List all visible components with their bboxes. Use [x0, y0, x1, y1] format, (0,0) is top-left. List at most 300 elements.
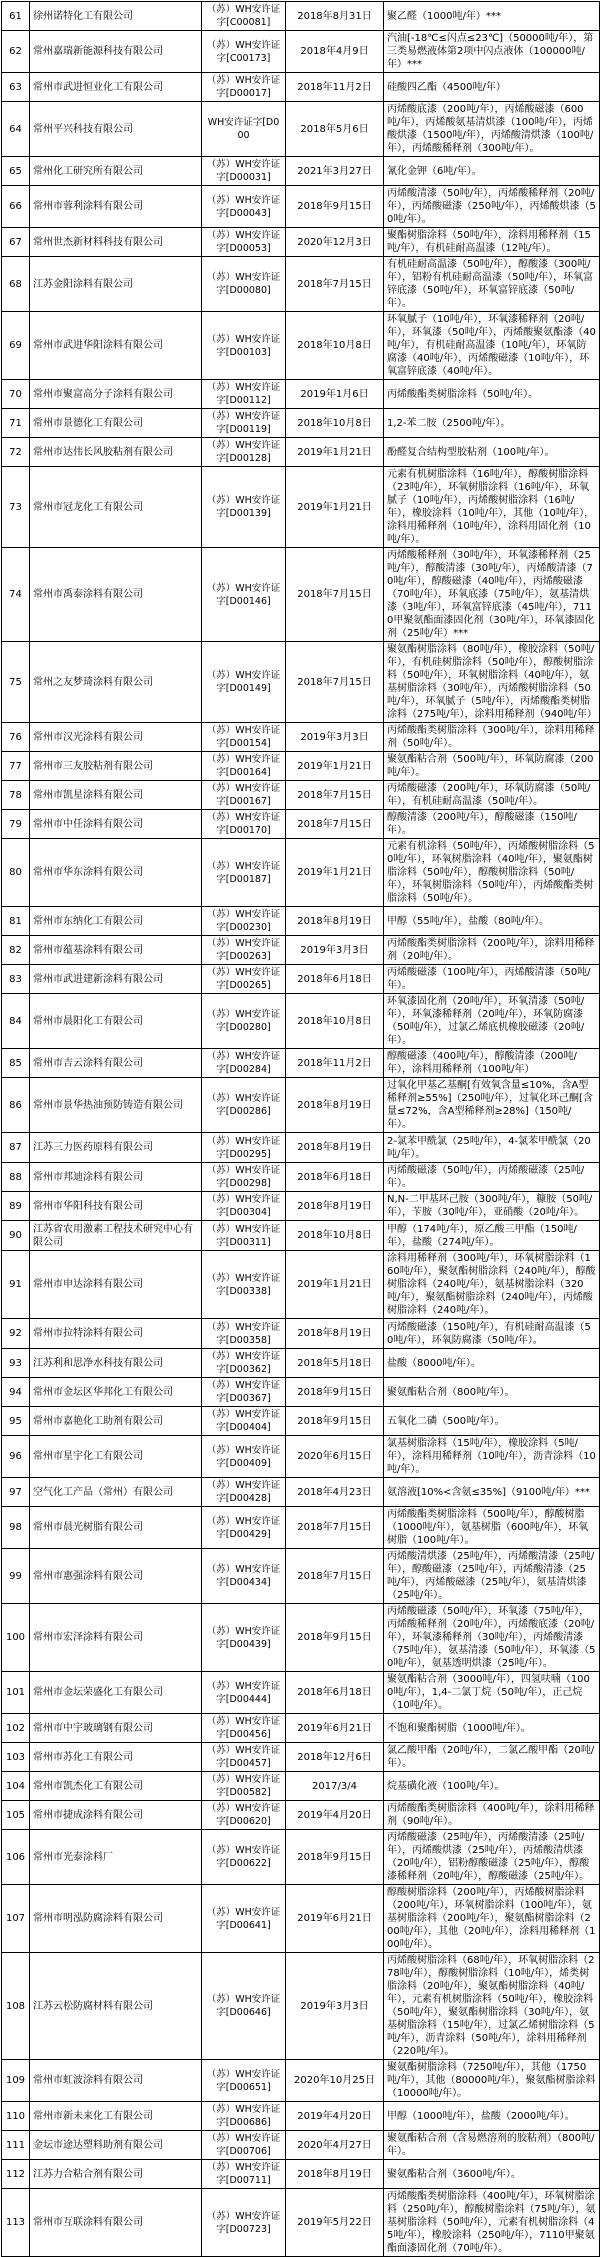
- permit-number: （苏）WH安许证字[D00103]: [202, 312, 286, 380]
- row-number: 98: [2, 1507, 30, 1549]
- row-number: 81: [2, 907, 30, 936]
- row-number: 75: [2, 642, 30, 723]
- issue-date: 2018年8月19日: [286, 1192, 384, 1221]
- issue-date: 2018年5月6日: [286, 102, 384, 157]
- permit-number: （苏）WH安许证字[D00265]: [202, 965, 286, 994]
- row-number: 69: [2, 312, 30, 380]
- row-number: 84: [2, 994, 30, 1049]
- row-number: 99: [2, 1549, 30, 1604]
- table-row: [2, 1604, 600, 1672]
- company-name: 常州市明泓防腐涂料有限公司: [30, 1885, 202, 1953]
- license-scope: 甲醇（55吨/年），盐酸（80吨/年）。: [384, 907, 600, 936]
- issue-date: 2018年4月23日: [286, 1478, 384, 1507]
- permit-number: （苏）WH安许证字[D00043]: [202, 186, 286, 228]
- table-row: [2, 1192, 600, 1221]
- table-row: [2, 1049, 600, 1078]
- table-row: [2, 548, 600, 642]
- row-number: 110: [2, 2102, 30, 2131]
- table-row: [2, 1953, 600, 2060]
- issue-date: 2019年1月21日: [286, 467, 384, 548]
- issue-date: 2019年1月6日: [286, 380, 384, 409]
- license-scope: 硅酸四乙酯（4500吨/年）: [384, 73, 600, 102]
- issue-date: 2018年6月18日: [286, 1163, 384, 1192]
- permit-number: （苏）WH安许证字[C00081]: [202, 2, 286, 31]
- permit-number: （苏）WH安许证字[D00167]: [202, 781, 286, 810]
- permit-number: （苏）WH安许证字[D00149]: [202, 642, 286, 723]
- row-number: 77: [2, 752, 30, 781]
- permit-number: （苏）WH安许证字[D00651]: [202, 2060, 286, 2102]
- table-row: [2, 1714, 600, 1743]
- company-name: 常州市捷成涂料有限公司: [30, 1801, 202, 1830]
- permit-number: （苏）WH安许证字[D00187]: [202, 839, 286, 907]
- license-scope: 氰化金钾（6吨/年）。: [384, 157, 600, 186]
- issue-date: 2018年8月19日: [286, 2160, 384, 2189]
- table-row: [2, 157, 600, 186]
- permit-number: （苏）WH安许证字[D00298]: [202, 1163, 286, 1192]
- company-name: 常州市禹泰涂料有限公司: [30, 548, 202, 642]
- issue-date: 2018年12月6日: [286, 1743, 384, 1772]
- license-scope: 醇酸磁漆（400吨/年），醇酸清漆（200吨/年），涂料用稀释剂（100吨/年）: [384, 1049, 600, 1078]
- license-scope: 丙烯酸磁漆（25吨/年），丙烯酸清漆（25吨/年），丙烯酸烘漆（25吨/年），丙烯酸清烘漆（20吨/年），铝粉醇酸磁漆（25吨/年），醇酸漆稀释剂（20吨/年），醇酸磁漆（25吨/年）。: [384, 1830, 600, 1885]
- issue-date: 2018年9月15日: [286, 1830, 384, 1885]
- issue-date: 2019年3月3日: [286, 1953, 384, 2060]
- permit-number: （苏）WH安许证字[D00646]: [202, 1953, 286, 2060]
- license-scope: 氨溶液[10%<含氨≤35%]（9100吨/年）***: [384, 1478, 600, 1507]
- table-row: [2, 1221, 600, 1251]
- company-name: 常州市东纳化工有限公司: [30, 907, 202, 936]
- row-number: 105: [2, 1801, 30, 1830]
- table-row: [2, 31, 600, 73]
- license-scope: 聚氨酯粘合剂（含易燃溶剂的胶粘剂）（800吨/年）。: [384, 2131, 600, 2160]
- company-name: 江苏利和思净水科技有限公司: [30, 1349, 202, 1378]
- table-row: [2, 1830, 600, 1885]
- row-number: 108: [2, 1953, 30, 2060]
- company-name: 常州市凯杰化工有限公司: [30, 1772, 202, 1801]
- company-name: 常州市互联涂料有限公司: [30, 2189, 202, 2257]
- permit-number: （苏）WH安许证字[D00311]: [202, 1221, 286, 1251]
- license-scope: 醇酸树脂涂料（200吨/年），丙烯酸树脂涂料（200吨/年），环氧树脂涂料（100吨/年），氨基树脂涂料（200吨/年），聚氨酯树脂涂料（200吨/年），其他（20吨/年），涂料用稀释剂（100吨/年）。: [384, 1885, 600, 1953]
- license-scope: 2-氯苯甲酰氯（25吨/年），4-氯苯甲酰氯（20吨/年）。: [384, 1133, 600, 1163]
- table-row: [2, 1478, 600, 1507]
- issue-date: 2018年8月19日: [286, 907, 384, 936]
- row-number: 90: [2, 1221, 30, 1251]
- license-scope: 汽油[-18℃≤闪点≤23℃]（50000吨/年），第三类易燃液体第2项中闪点液体（100000吨/年）***: [384, 31, 600, 73]
- company-name: 江苏三力医药原料有限公司: [30, 1133, 202, 1163]
- company-name: 江苏省农用激素工程技术研究中心有限公司: [30, 1221, 202, 1251]
- permit-table: [1, 1, 600, 2257]
- table-row: [2, 2131, 600, 2160]
- row-number: 111: [2, 2131, 30, 2160]
- permit-number: （苏）WH安许证字[D00338]: [202, 1251, 286, 1319]
- company-name: 常州市景德化工有限公司: [30, 409, 202, 438]
- row-number: 78: [2, 781, 30, 810]
- permit-number: WH安许证字[D000: [202, 102, 286, 157]
- license-scope: 盐酸（8000吨/年）。: [384, 1349, 600, 1378]
- company-name: 常州市聚富高分子涂料有限公司: [30, 380, 202, 409]
- row-number: 106: [2, 1830, 30, 1885]
- license-scope: 甲醇（174吨/年），原乙酸三甲酯（150吨/年），盐酸（274吨/年）。: [384, 1221, 600, 1251]
- permit-number: （苏）WH安许证字[D00434]: [202, 1549, 286, 1604]
- permit-number: （苏）WH安许证字[D00711]: [202, 2160, 286, 2189]
- row-number: 91: [2, 1251, 30, 1319]
- permit-number: （苏）WH安许证字[D00620]: [202, 1801, 286, 1830]
- company-name: 常州市嘉艳化工助剂有限公司: [30, 1407, 202, 1436]
- issue-date: 2019年6月21日: [286, 1885, 384, 1953]
- table-row: [2, 1378, 600, 1407]
- permit-number: （苏）WH安许证字[D00080]: [202, 257, 286, 312]
- license-scope: 丙烯酸磁漆（150吨/年），有机硅耐高温漆（50吨/年），环氧防腐漆（50吨/年）。: [384, 1319, 600, 1349]
- issue-date: 2018年7月15日: [286, 810, 384, 839]
- issue-date: 2018年10月8日: [286, 312, 384, 380]
- permit-number: （苏）WH安许证字[D00358]: [202, 1319, 286, 1349]
- company-name: 常州嘉瑞新能源科技有限公司: [30, 31, 202, 73]
- company-name: 常州市武进华阳涂料有限公司: [30, 312, 202, 380]
- table-row: [2, 73, 600, 102]
- row-number: 113: [2, 2189, 30, 2257]
- issue-date: 2019年3月3日: [286, 936, 384, 965]
- company-name: 常州市凯星涂料有限公司: [30, 781, 202, 810]
- permit-number: （苏）WH安许证字[D00286]: [202, 1078, 286, 1133]
- table-row: [2, 228, 600, 257]
- license-scope: 丙烯酸酯类树脂涂料（400吨/年），涂料用稀释剂（90吨/年）。: [384, 1801, 600, 1830]
- company-name: 常州市华阳科技有限公司: [30, 1192, 202, 1221]
- table-row: [2, 1349, 600, 1378]
- license-scope: 丙烯酸酯类树脂涂料（400吨/年），环氧树脂涂料（250吨/年），醇酸树脂涂料（75吨/年），氨基树脂涂料（50吨/年），元素有机树脂涂料（45吨/年），橡胶涂料（250吨/年），7110甲聚氨酯面漆固化剂（70吨/年）。: [384, 2189, 600, 2257]
- row-number: 66: [2, 186, 30, 228]
- permit-number: （苏）WH安许证字[D00723]: [202, 2189, 286, 2257]
- issue-date: 2020年10月25日: [286, 2060, 384, 2102]
- table-row: [2, 1672, 600, 1714]
- issue-date: 2018年9月15日: [286, 1604, 384, 1672]
- company-name: 常州市景华热油预防铸造有限公司: [30, 1078, 202, 1133]
- permit-number: （苏）WH安许证字[D00119]: [202, 409, 286, 438]
- company-name: 常州市蓉利涂料有限公司: [30, 186, 202, 228]
- row-number: 68: [2, 257, 30, 312]
- company-name: 常州市惠强涂料有限公司: [30, 1549, 202, 1604]
- issue-date: 2018年10月8日: [286, 994, 384, 1049]
- issue-date: 2018年8月31日: [286, 2, 384, 31]
- company-name: 常州市达伟长风胶粘剂有限公司: [30, 438, 202, 467]
- license-scope: 过氧化甲基乙基酮[有效氧含量≤10%，含A型稀释剂≥55%]（250吨/年），过氧化环己酮[含量≤72%，含A型稀释剂≥28%]（150吨/年）。: [384, 1078, 600, 1133]
- issue-date: 2018年8月19日: [286, 1319, 384, 1349]
- permit-number: （苏）WH安许证字[D00456]: [202, 1714, 286, 1743]
- table-row: [2, 1507, 600, 1549]
- row-number: 104: [2, 1772, 30, 1801]
- license-scope: 烷基磺化液（100吨/年）。: [384, 1772, 600, 1801]
- row-number: 61: [2, 2, 30, 31]
- issue-date: 2018年9月15日: [286, 1407, 384, 1436]
- row-number: 71: [2, 409, 30, 438]
- permit-number: （苏）WH安许证字[D00404]: [202, 1407, 286, 1436]
- table-row: [2, 102, 600, 157]
- license-scope: 1,2-苯二胺（2500吨/年）。: [384, 409, 600, 438]
- license-scope: 醇酸清漆（200吨/年），醇酸磁漆（150吨/年）。: [384, 810, 600, 839]
- table-row: [2, 965, 600, 994]
- issue-date: 2021年3月27日: [286, 157, 384, 186]
- company-name: 常州化工研究所有限公司: [30, 157, 202, 186]
- row-number: 112: [2, 2160, 30, 2189]
- issue-date: 2018年9月15日: [286, 186, 384, 228]
- issue-date: 2018年8月19日: [286, 1078, 384, 1133]
- table-row: [2, 907, 600, 936]
- issue-date: 2019年5月22日: [286, 2189, 384, 2257]
- permit-number: （苏）WH安许证字[D00280]: [202, 994, 286, 1049]
- issue-date: 2018年7月15日: [286, 1549, 384, 1604]
- row-number: 62: [2, 31, 30, 73]
- row-number: 64: [2, 102, 30, 157]
- license-scope: 丙烯酸磁漆（50吨/年），环氧漆（75吨/年），丙烯酸稀释剂（20吨/年），丙烯酸底漆（20吨/年），环氧漆稀释剂（30吨/年），丙烯酸清漆（75吨/年），氨基清漆（50吨/年），环氧漆（50吨/年），氨基透明烘漆（25吨/年）。: [384, 1604, 600, 1672]
- row-number: 89: [2, 1192, 30, 1221]
- company-name: 常州市中任涂料有限公司: [30, 810, 202, 839]
- table-row: [2, 839, 600, 907]
- table-row: [2, 186, 600, 228]
- row-number: 92: [2, 1319, 30, 1349]
- company-name: 常州市蕴基涂料有限公司: [30, 936, 202, 965]
- company-name: 常州市武进建新涂料有限公司: [30, 965, 202, 994]
- issue-date: 2018年11月2日: [286, 1049, 384, 1078]
- table-row: [2, 642, 600, 723]
- license-scope: 聚酯树脂涂料（50吨/年），涂料用稀释剂（15吨/年），有机硅耐高温漆（12吨/年）。: [384, 228, 600, 257]
- permit-number: （苏）WH安许证字[D00706]: [202, 2131, 286, 2160]
- company-name: 常州市新未来化工有限公司: [30, 2102, 202, 2131]
- license-scope: 丙烯酸磁漆（100吨/年），丙烯酸清漆（50吨/年）。: [384, 965, 600, 994]
- issue-date: 2018年7月15日: [286, 642, 384, 723]
- row-number: 86: [2, 1078, 30, 1133]
- table-row: [2, 1801, 600, 1830]
- permit-number: （苏）WH安许证字[D00170]: [202, 810, 286, 839]
- issue-date: 2018年7月15日: [286, 257, 384, 312]
- license-scope: 聚氨酯树脂涂料（80吨/年），橡胶涂料（50吨/年），有机硅树脂涂料（50吨/年），醇酸树脂涂料（50吨/年），环氧树脂涂料（40吨/年），氨基树脂涂料（30吨/年），丙烯酸树脂涂料（50吨/年），环氧腻子（5吨/年），丙烯酸酯类树脂涂料（275吨/年），涂料用稀释剂（940吨/年）: [384, 642, 600, 723]
- permit-number: （苏）WH安许证字[D00230]: [202, 907, 286, 936]
- row-number: 107: [2, 1885, 30, 1953]
- license-scope: 丙烯酸磁漆（50吨/年），丙烯酸磁漆（25吨/年）。: [384, 1163, 600, 1192]
- issue-date: 2018年9月15日: [286, 1378, 384, 1407]
- row-number: 93: [2, 1349, 30, 1378]
- license-scope: 涂料用稀释剂（300吨/年），环氧树脂涂料（160吨/年），聚氨酯树脂涂料（240吨/年），醇酸树脂涂料（240吨/年），氨基树脂涂料（320吨/年），聚氨酯树脂涂料（240吨/年），丙烯酸树脂涂料（240吨/年）。: [384, 1251, 600, 1319]
- issue-date: 2019年1月21日: [286, 752, 384, 781]
- license-scope: 丙烯酸酯类树脂涂料（300吨/年），涂料用稀释剂（50吨/年）。: [384, 723, 600, 752]
- table-row: [2, 1319, 600, 1349]
- company-name: 常州市晨阳化工有限公司: [30, 994, 202, 1049]
- row-number: 63: [2, 73, 30, 102]
- company-name: 常州市晨光树脂有限公司: [30, 1507, 202, 1549]
- row-number: 80: [2, 839, 30, 907]
- company-name: 常州平兴科技有限公司: [30, 102, 202, 157]
- issue-date: 2018年8月19日: [286, 1133, 384, 1163]
- issue-date: 2017/3/4: [286, 1772, 384, 1801]
- issue-date: 2019年6月21日: [286, 1714, 384, 1743]
- row-number: 96: [2, 1436, 30, 1478]
- license-scope: 丙烯酸清漆（50吨/年），丙烯酸稀释剂（20吨/年），丙烯酸磁漆（250吨/年），丙烯酸烘漆（50吨/年）。: [384, 186, 600, 228]
- issue-date: 2020年6月15日: [286, 1436, 384, 1478]
- permit-number: （苏）WH安许证字[D00622]: [202, 1830, 286, 1885]
- row-number: 101: [2, 1672, 30, 1714]
- license-scope: 丙烯酸树脂涂料（68吨/年），环氧树脂涂料（278吨/年），醇酸树脂涂料（10吨/年），烯类树脂涂料（20吨/年），聚氨酯树脂涂料（40吨/年），元素有机树脂涂料（50吨/年），橡胶涂料（50吨/年），聚氨酯树脂涂料（30吨/年），氨基树脂涂料（15吨/年），过氯乙烯树脂涂料（5吨/年），沥青涂料（50吨/年），涂料用稀释剂（220吨/年）。: [384, 1953, 600, 2060]
- table-row: [2, 2189, 600, 2257]
- permit-number: （苏）WH安许证字[D00112]: [202, 380, 286, 409]
- table-row: [2, 1251, 600, 1319]
- company-name: 金坛市途达塑料助剂有限公司: [30, 2131, 202, 2160]
- table-row: [2, 2160, 600, 2189]
- row-number: 74: [2, 548, 30, 642]
- company-name: 常州市冠龙化工有限公司: [30, 467, 202, 548]
- license-scope: 聚氨酯粘合剂（3600吨/年）。: [384, 2160, 600, 2189]
- table-row: [2, 467, 600, 548]
- issue-date: 2019年4月20日: [286, 2102, 384, 2131]
- issue-date: 2018年10月8日: [286, 1221, 384, 1251]
- table-row: [2, 1078, 600, 1133]
- row-number: 79: [2, 810, 30, 839]
- issue-date: 2019年4月20日: [286, 1801, 384, 1830]
- license-scope: 不饱和聚酯树脂（1000吨/年）。: [384, 1714, 600, 1743]
- license-scope: 甲醇（1000吨/年），盐酸（2000吨/年）。: [384, 2102, 600, 2131]
- company-name: 常州之友梦琦涂料有限公司: [30, 642, 202, 723]
- permit-number: （苏）WH安许证字[D00641]: [202, 1885, 286, 1953]
- company-name: 常州市中宇玻璃钢有限公司: [30, 1714, 202, 1743]
- issue-date: 2018年5月18日: [286, 1349, 384, 1378]
- license-scope: 元素有机树脂涂料（16吨/年），醇酸树脂涂料（23吨/年），环氧树脂涂料（16吨/年），环氧腻子（10吨/年），丙烯酸树脂涂料（16吨/年），橡胶涂料（10吨/年），其他（10吨/年），涂料用稀释剂（10吨/年），涂料用固化剂（10吨/年）。: [384, 467, 600, 548]
- row-number: 73: [2, 467, 30, 548]
- permit-number: （苏）WH安许证字[D00444]: [202, 1672, 286, 1714]
- row-number: 82: [2, 936, 30, 965]
- company-name: 徐州诺特化工有限公司: [30, 2, 202, 31]
- permit-number: （苏）WH安许证字[D00284]: [202, 1049, 286, 1078]
- issue-date: 2019年1月21日: [286, 839, 384, 907]
- row-number: 88: [2, 1163, 30, 1192]
- issue-date: 2018年10月8日: [286, 409, 384, 438]
- company-name: 常州市武进恒业化工有限公司: [30, 73, 202, 102]
- permit-number: （苏）WH安许证字[D00409]: [202, 1436, 286, 1478]
- table-body: [2, 2, 600, 2257]
- permit-number: （苏）WH安许证字[C00173]: [202, 31, 286, 73]
- license-scope: 丙烯酸稀释剂（30吨/年），环氧漆稀释剂（25吨/年），醇酸清漆（30吨/年），丙烯酸清漆（70吨/年），醇酸磁漆（40吨/年），丙烯酸磁漆（70吨/年），环氧底漆（75吨/年），氨基清烘漆（3吨/年），环氧富锌底漆（45吨/年），7110甲聚氨酯面漆固化剂（30吨/年），环氧漆固化剂（25吨/年）***: [384, 548, 600, 642]
- permit-number: （苏）WH安许证字[D00428]: [202, 1478, 286, 1507]
- license-scope: 聚氨酯粘合剂（3000吨/年），四氢呋喃（1000吨/年），1,4-二氯丁烷（50吨/年），正己烷（10吨/年）。: [384, 1672, 600, 1714]
- company-name: 常州市吉云涂料有限公司: [30, 1049, 202, 1078]
- row-number: 70: [2, 380, 30, 409]
- row-number: 65: [2, 157, 30, 186]
- permit-number: （苏）WH安许证字[D00139]: [202, 467, 286, 548]
- license-scope: 五氧化二磷（500吨/年）。: [384, 1407, 600, 1436]
- license-scope: 氯乙酸甲酯（20吨/年），二氯乙酸甲酯（20吨/年）。: [384, 1743, 600, 1772]
- company-name: 常州市苏化工有限公司: [30, 1743, 202, 1772]
- table-row: [2, 1133, 600, 1163]
- issue-date: 2018年7月15日: [286, 781, 384, 810]
- table-row: [2, 936, 600, 965]
- license-scope: 聚氨酯粘合剂（500吨/年），环氧防腐漆（200吨/年）。: [384, 752, 600, 781]
- issue-date: 2019年3月3日: [286, 723, 384, 752]
- company-name: 常州市三友胶粘剂有限公司: [30, 752, 202, 781]
- license-scope: 丙烯酸磁漆（200吨/年），环氧防腐漆（50吨/年），有机硅耐高温漆（50吨/年）。: [384, 781, 600, 810]
- license-scope: 环氧漆固化剂（20吨/年），环氧清漆（50吨/年），环氧漆稀释剂（20吨/年），环氧防腐漆（50吨/年），过氯乙烯底机橡胶磁漆（20吨/年）。: [384, 994, 600, 1049]
- row-number: 72: [2, 438, 30, 467]
- permit-number: （苏）WH安许证字[D00362]: [202, 1349, 286, 1378]
- license-scope: 聚氨酯树脂涂料（7250吨/年），其他（1750吨/年），其他（80000吨/年），聚氨酯树脂涂料（10000吨/年）。: [384, 2060, 600, 2102]
- license-scope: 氯基树脂涂料（15吨/年），橡胶涂料（5吨/年），涂料用稀释剂（10吨/年），沥青涂料（10吨/年）。: [384, 1436, 600, 1478]
- row-number: 100: [2, 1604, 30, 1672]
- row-number: 95: [2, 1407, 30, 1436]
- company-name: 常州市宏泽涂料有限公司: [30, 1604, 202, 1672]
- row-number: 94: [2, 1378, 30, 1407]
- permit-number: （苏）WH安许证字[D00053]: [202, 228, 286, 257]
- issue-date: 2019年1月21日: [286, 438, 384, 467]
- table-row: [2, 752, 600, 781]
- permit-number: （苏）WH安许证字[D00457]: [202, 1743, 286, 1772]
- permit-number: （苏）WH安许证字[D00017]: [202, 73, 286, 102]
- row-number: 103: [2, 1743, 30, 1772]
- permit-number: （苏）WH安许证字[D00367]: [202, 1378, 286, 1407]
- permit-number: （苏）WH安许证字[D00031]: [202, 157, 286, 186]
- permit-number: （苏）WH安许证字[D00582]: [202, 1772, 286, 1801]
- row-number: 83: [2, 965, 30, 994]
- row-number: 85: [2, 1049, 30, 1078]
- permit-number: （苏）WH安许证字[D00146]: [202, 548, 286, 642]
- table-row: [2, 380, 600, 409]
- permit-number: （苏）WH安许证字[D00439]: [202, 1604, 286, 1672]
- company-name: 常州市金坛区华邦化工有限公司: [30, 1378, 202, 1407]
- permit-number: （苏）WH安许证字[D00128]: [202, 438, 286, 467]
- table-row: [2, 810, 600, 839]
- company-name: 常州世杰新材料科技有限公司: [30, 228, 202, 257]
- issue-date: 2018年6月18日: [286, 1672, 384, 1714]
- license-scope: 聚氨酯粘合剂（800吨/年）。: [384, 1378, 600, 1407]
- license-scope: 丙烯酸清烘漆（25吨/年），丙烯酸清漆（25吨/年），醇酸磁漆（25吨/年），丙烯酸清漆（25吨/年），丙烯酸磁漆（25吨/年），氨基清烘漆（25吨/年）。: [384, 1549, 600, 1604]
- table-row: [2, 1743, 600, 1772]
- table-row: [2, 781, 600, 810]
- company-name: 常州市光泰涂料厂: [30, 1830, 202, 1885]
- permit-number: （苏）WH安许证字[D00263]: [202, 936, 286, 965]
- table-row: [2, 1772, 600, 1801]
- table-row: [2, 994, 600, 1049]
- company-name: 空气化工产品（常州）有限公司: [30, 1478, 202, 1507]
- license-scope: 环氧腻子（10吨/年），环氧漆稀释剂（20吨/年），环氧漆（50吨/年），丙烯酸聚氨酯漆（40吨/年），有机硅耐高温漆（10吨/年），环氧防腐漆（40吨/年），丙烯酸磁漆（10吨/年），环氧富锌底漆（40吨/年）。: [384, 312, 600, 380]
- company-name: 常州市拉特涂料有限公司: [30, 1319, 202, 1349]
- table-row: [2, 1163, 600, 1192]
- table-row: [2, 2102, 600, 2131]
- row-number: 76: [2, 723, 30, 752]
- company-name: 江苏力合粘合剂有限公司: [30, 2160, 202, 2189]
- permit-number: （苏）WH安许证字[D00429]: [202, 1507, 286, 1549]
- permit-number: （苏）WH安许证字[D00295]: [202, 1133, 286, 1163]
- company-name: 常州市申达涂料有限公司: [30, 1251, 202, 1319]
- license-scope: 酚醛复合结构型胶粘剂（100吨/年）。: [384, 438, 600, 467]
- license-scope: N,N-二甲基环己胺（300吨/年），糠胺（50吨/年），苄胺（30吨/年），亚硝酸（20吨/年）。: [384, 1192, 600, 1221]
- license-scope: 元素有机涂料（50吨/年），丙烯酸树脂涂料（50吨/年），环氧树脂涂料（40吨/年），聚氨酯树脂涂料（50吨/年），醇酸树脂涂料（50吨/年），环氧树脂涂料（50吨/年），丙烯酸酯类树脂涂料（50吨/年）。: [384, 839, 600, 907]
- issue-date: 2018年11月2日: [286, 73, 384, 102]
- table-row: [2, 438, 600, 467]
- table-row: [2, 1407, 600, 1436]
- table-row: [2, 257, 600, 312]
- company-name: 常州市虹波涂料有限公司: [30, 2060, 202, 2102]
- license-scope: 聚乙醛（1000吨/年）***: [384, 2, 600, 31]
- company-name: 江苏金阳涂料有限公司: [30, 257, 202, 312]
- company-name: 常州市汉光涂料有限公司: [30, 723, 202, 752]
- permit-number: （苏）WH安许证字[D00686]: [202, 2102, 286, 2131]
- table-row: [2, 409, 600, 438]
- issue-date: 2018年7月15日: [286, 1507, 384, 1549]
- license-scope: 丙烯酸酯类树脂涂料（200吨/年），涂料用稀释剂（20吨/年）。: [384, 936, 600, 965]
- license-scope: 丙烯酸底漆（200吨/年），丙烯酸磁漆（600吨/年），丙烯酸氨基清烘漆（100吨/年），丙烯酸烘漆（1500吨/年），丙烯酸清烘漆（100吨/年），丙烯酸稀释剂（300吨/年）。: [384, 102, 600, 157]
- row-number: 67: [2, 228, 30, 257]
- table-row: [2, 723, 600, 752]
- permit-number: （苏）WH安许证字[D00164]: [202, 752, 286, 781]
- company-name: 常州市金坛荣盛化工有限公司: [30, 1672, 202, 1714]
- row-number: 87: [2, 1133, 30, 1163]
- company-name: 常州市华东涂料有限公司: [30, 839, 202, 907]
- company-name: 常州市邦迪涂料有限公司: [30, 1163, 202, 1192]
- issue-date: 2020年12月3日: [286, 228, 384, 257]
- permit-number: （苏）WH安许证字[D00154]: [202, 723, 286, 752]
